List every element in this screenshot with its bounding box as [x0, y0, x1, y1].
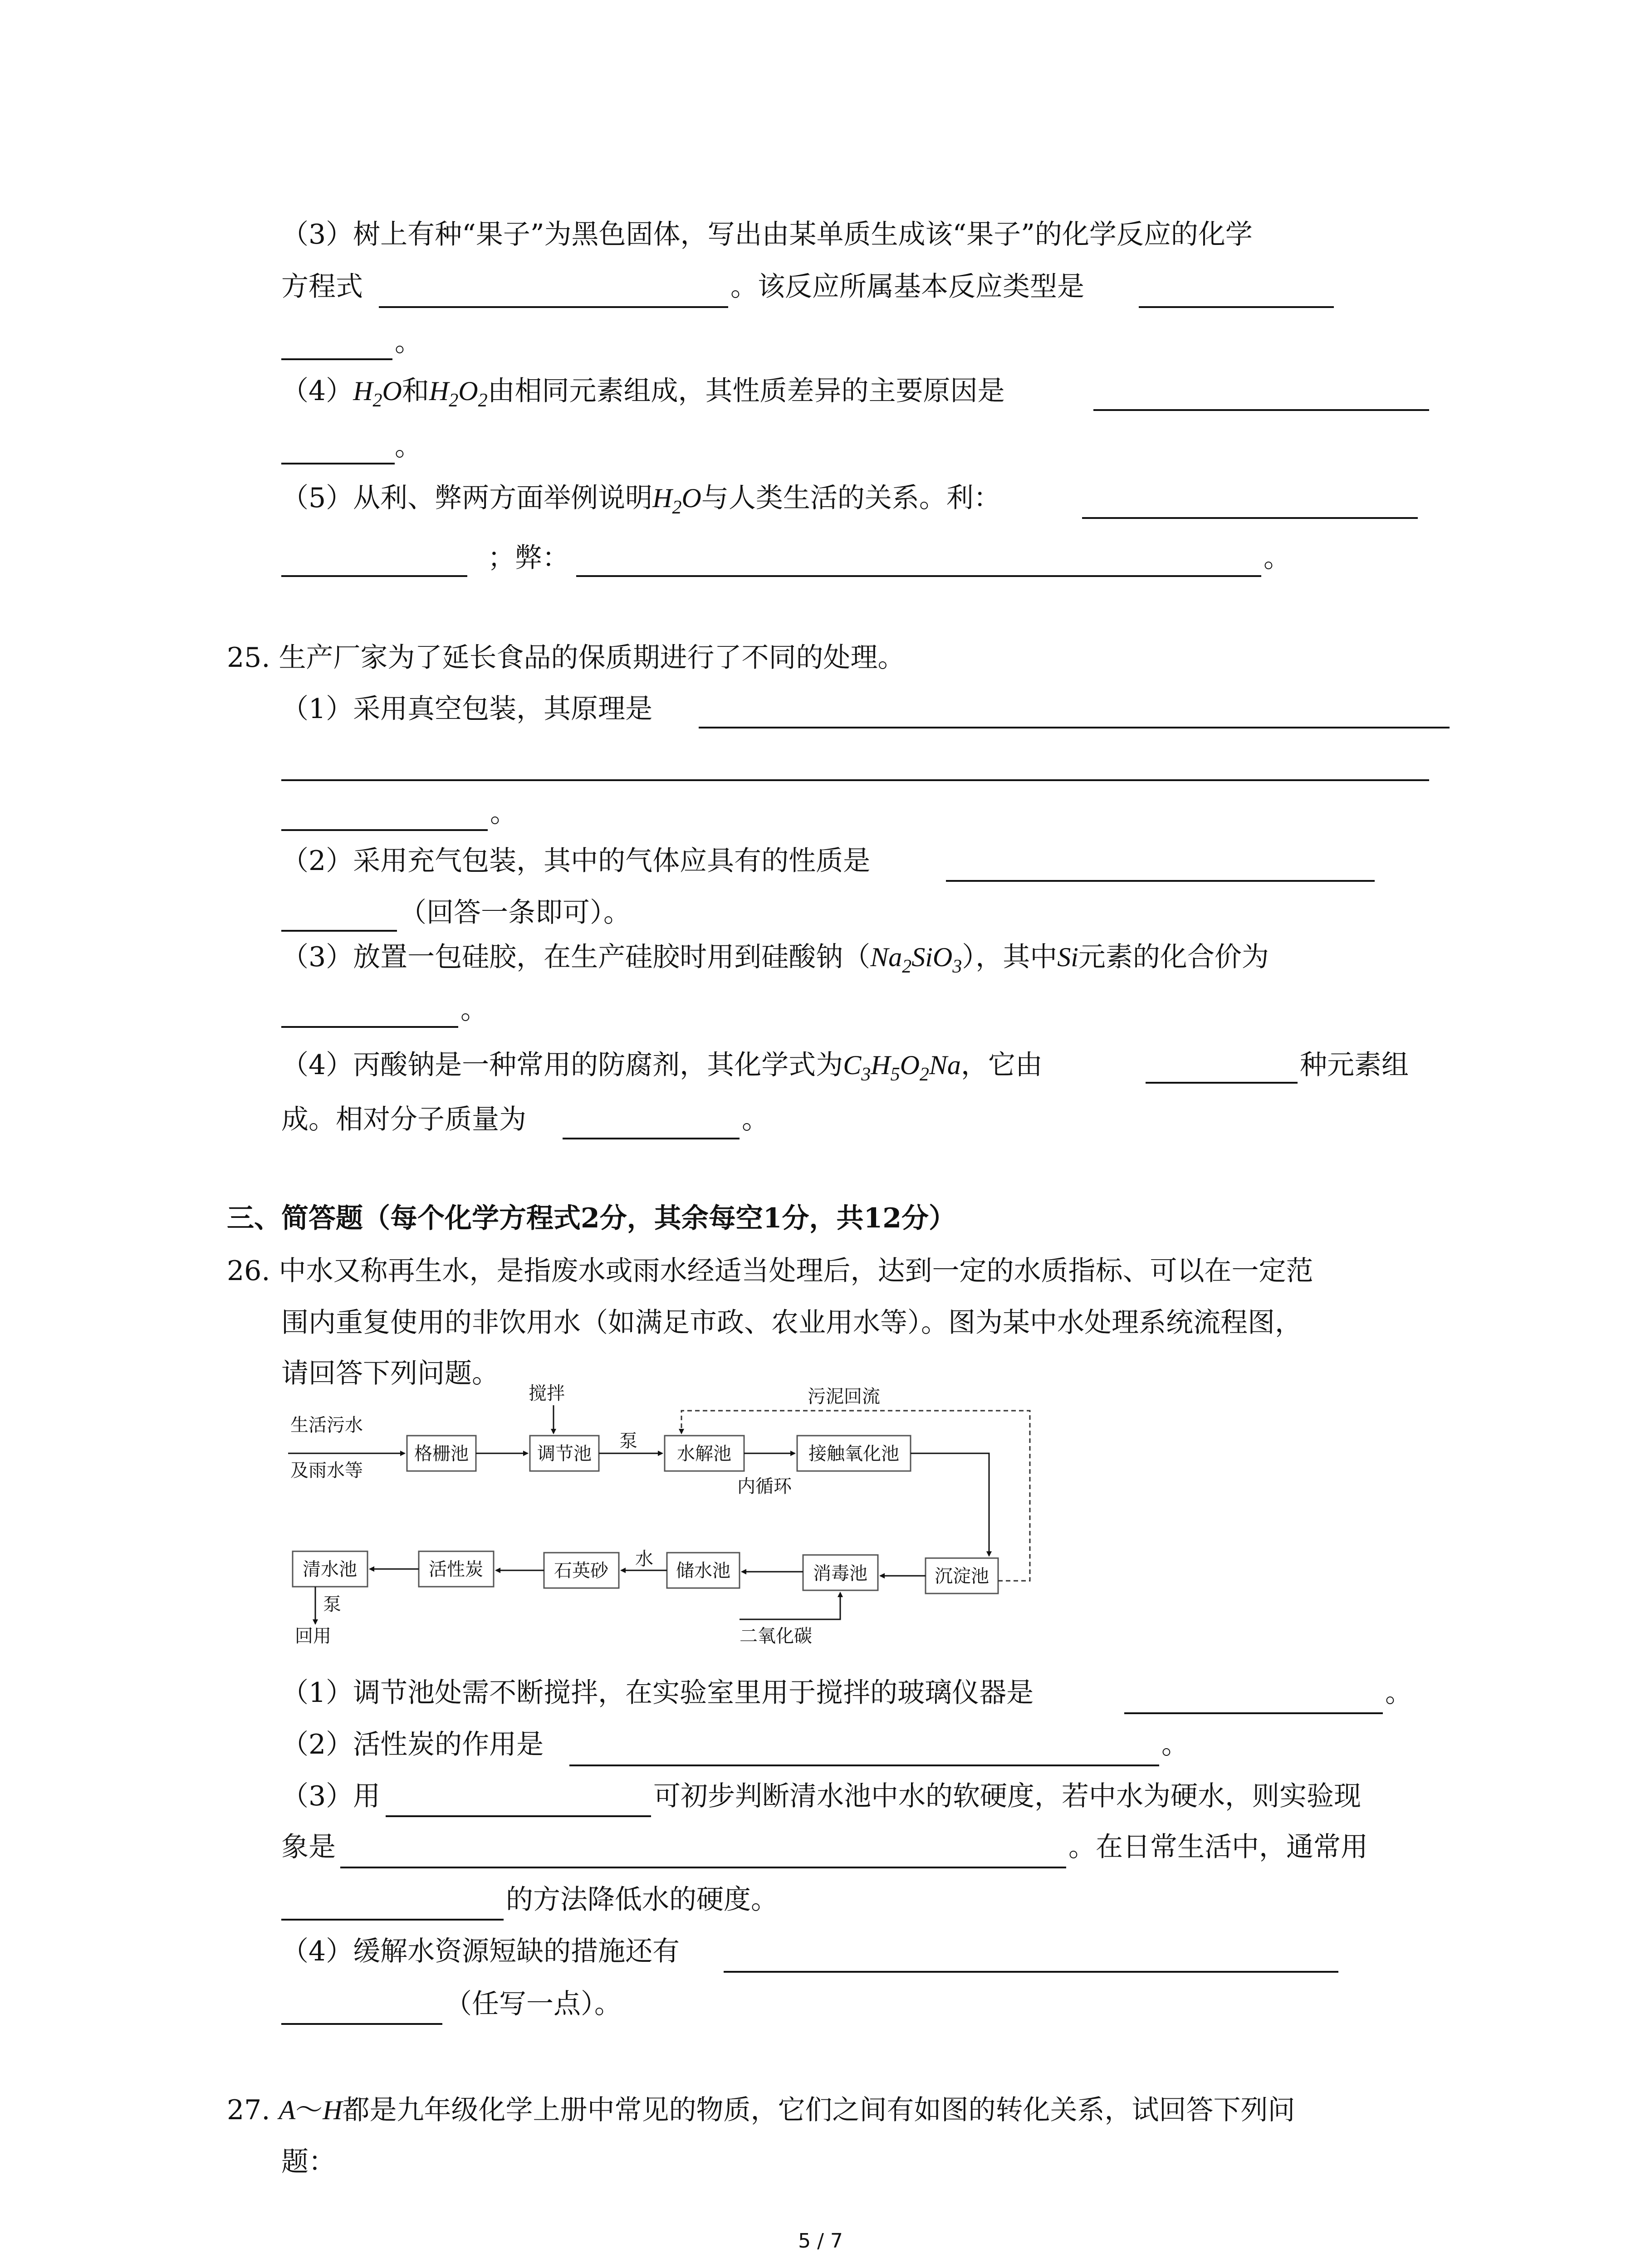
q24-part4-line1: $(4)H_2O$和$H_2O_2$由相同元素组成，其性质差异的主要原因是 [281, 375, 1005, 411]
q24-part5-benefit-blank[interactable] [1082, 517, 1418, 519]
label-reuse: 回用 [295, 1626, 331, 1647]
q24-part3-end: 。 [395, 326, 422, 358]
q27-line2: 题： [281, 2146, 336, 2178]
label-pump-2: 泵 [323, 1594, 341, 1615]
q24-part5-end: 。 [1264, 542, 1291, 574]
label-sludge-return: 污泥回流 [808, 1386, 880, 1407]
label-hydrolysis-tank: 水解池 [677, 1443, 731, 1464]
label-clear-water-tank: 清水池 [303, 1559, 357, 1580]
q25-part2-blank-cont[interactable] [281, 930, 397, 932]
q25-part1: （1）采用真空包装，其原理是 [281, 693, 653, 725]
q24-part5-harm-blank[interactable] [576, 575, 1261, 577]
q24-part3-type-blank-cont[interactable] [281, 358, 392, 360]
q26-part3-reagent-blank[interactable] [386, 1815, 651, 1817]
q25-part1-blank[interactable] [699, 727, 1450, 728]
q26-line3: 请回答下列问题。 [281, 1358, 499, 1389]
water-treatment-flowchart [281, 1374, 1121, 1656]
section-3-heading: 三、简答题（每个化学方程式2分，其余每空1分，共12分） [227, 1202, 956, 1234]
q24-part5-line2-mid: ；弊： [488, 542, 569, 574]
q24-part4-end: 。 [395, 430, 422, 462]
q26-part3-line2-prefix: 象是 [281, 1831, 336, 1863]
page-number: 5 / 7 [798, 2229, 843, 2253]
q26-part2-blank[interactable] [569, 1765, 1159, 1766]
q26-part4: （4）缓解水资源短缺的措施还有 [281, 1936, 680, 1967]
label-grating-tank: 格栅池 [414, 1443, 469, 1464]
q26-part1-blank[interactable] [1124, 1712, 1383, 1714]
q26-part3-line1-rest: 可初步判断清水池中水的软硬度，若中水为硬水，则实验现 [653, 1780, 1361, 1812]
q25-intro: 25. 生产厂家为了延长食品的保质期进行了不同的处理。 [227, 642, 905, 674]
q26-part3-line3: 的方法降低水的硬度。 [506, 1884, 778, 1916]
q24-part3-line1: （3）树上有种“果子”为黑色固体，写出由某单质生成该“果子”的化学反应的化学 [281, 219, 1253, 250]
label-activated-carbon: 活性炭 [429, 1559, 483, 1580]
label-contact-oxidation-tank: 接触氧化池 [808, 1443, 899, 1464]
q25-part2: （2）采用充气包装，其中的气体应具有的性质是 [281, 845, 871, 877]
q25-part2-line2: （回答一条即可）。 [399, 897, 631, 929]
label-pump-1: 泵 [619, 1431, 637, 1452]
q24-part3-equation-blank[interactable] [379, 306, 728, 308]
q24-part3-line2-prefix: 方程式 [281, 271, 363, 303]
q25-part2-blank[interactable] [946, 880, 1375, 882]
q25-part3-line1: （3）放置一包硅胶，在生产硅胶时用到硅酸钠$(Na_2SiO_3)$，其中Si元素的化合价为 [281, 941, 1269, 977]
q25-part1-blank-line3[interactable] [281, 829, 488, 831]
q27-line1: 27. A～H都是九年级化学上册中常见的物质，它们之间有如图的转化关系，试回答下列问 [227, 2094, 1295, 2126]
q25-part3-blank[interactable] [281, 1026, 458, 1028]
q26-part3-method-blank[interactable] [281, 1919, 504, 1921]
q25-part4-line1: （4）丙酸钠是一种常用的防腐剂，其化学式为$C_3H_5O_2Na$，它由 [281, 1049, 1043, 1085]
q26-part2: （2）活性炭的作用是 [281, 1729, 544, 1760]
q25-part1-blank-line2[interactable] [281, 779, 1429, 781]
q25-part3-end: 。 [460, 994, 488, 1026]
arrow-oxidation-to-sedimentation [911, 1453, 989, 1556]
q26-part2-end: 。 [1161, 1729, 1189, 1760]
q26-part4-blank[interactable] [724, 1971, 1338, 1973]
label-input-bottom: 及雨水等 [290, 1460, 363, 1481]
label-quartz-sand: 石英砂 [554, 1560, 608, 1581]
q26-part4-blank-cont[interactable] [281, 2023, 442, 2025]
q25-part4-line2: 成。相对分子质量为 [281, 1104, 526, 1135]
label-water: 水 [635, 1549, 653, 1569]
label-inner-cycle: 内循环 [737, 1476, 792, 1497]
label-adjust-tank: 调节池 [537, 1443, 592, 1464]
q26-line1: 26. 中水又称再生水，是指废水或雨水经适当处理后，达到一定的水质指标、可以在一定范 [227, 1255, 1313, 1287]
label-input-top: 生活污水 [290, 1415, 363, 1436]
q25-part1-end: 。 [490, 797, 517, 829]
q26-part1: （1）调节池处需不断搅拌，在实验室里用于搅拌的玻璃仪器是 [281, 1677, 1034, 1709]
q24-part4-blank-cont[interactable] [281, 463, 395, 464]
label-co2: 二氧化碳 [740, 1626, 812, 1647]
q25-part4-count-blank[interactable] [1146, 1082, 1298, 1084]
label-stir: 搅拌 [529, 1383, 565, 1404]
q26-part1-end: 。 [1385, 1677, 1412, 1709]
q26-part3-phenomenon-blank[interactable] [340, 1867, 1066, 1868]
label-sedimentation-tank: 沉淀池 [935, 1566, 989, 1587]
q25-part4-end: 。 [742, 1104, 769, 1135]
arrow-co2 [740, 1593, 840, 1619]
q25-part4-line1-end: 种元素组 [1300, 1049, 1409, 1081]
q26-part4-line2: （任写一点）。 [445, 1988, 622, 2020]
label-disinfection-tank: 消毒池 [813, 1563, 867, 1584]
q26-line2: 围内重复使用的非饮用水（如满足市政、农业用水等）。图为某中水处理系统流程图， [281, 1307, 1302, 1339]
q24-part5-benefit-blank-cont[interactable] [281, 575, 467, 577]
q24-part5-line1: （5）从利、弊两方面举例说明$H_2O$与人类生活的关系。利： [281, 482, 1001, 518]
q26-part3-prefix: （3）用 [281, 1780, 381, 1812]
q24-part3-type-blank[interactable] [1139, 306, 1334, 308]
q24-part4-blank[interactable] [1093, 409, 1429, 411]
q25-part4-mass-blank[interactable] [563, 1138, 740, 1139]
q24-part3-line2-suffix: 。该反应所属基本反应类型是 [730, 271, 1084, 303]
label-storage-tank: 储水池 [676, 1560, 730, 1581]
q26-part3-line2-rest: 。在日常生活中，通常用 [1068, 1831, 1368, 1863]
